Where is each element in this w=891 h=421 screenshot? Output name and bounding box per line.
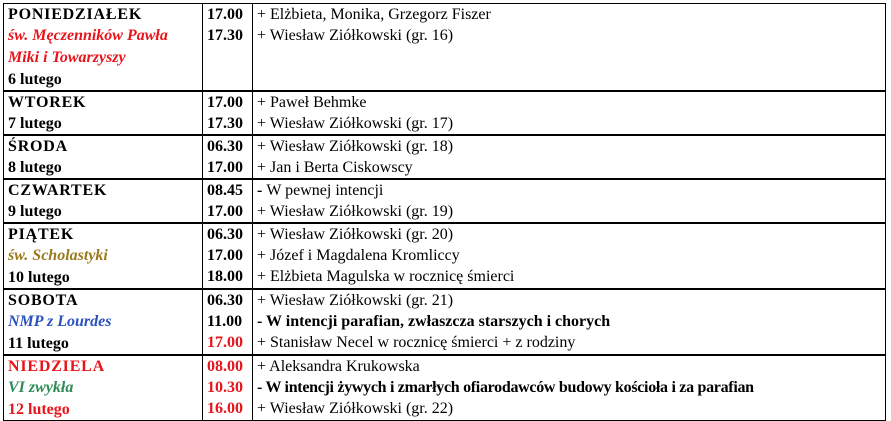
day-date: 9 lutego	[8, 203, 62, 220]
saint-name: NMP z Lourdes	[8, 313, 112, 330]
day-row-saturday	[4, 289, 886, 355]
mass-time: 18.00	[207, 268, 243, 285]
mass-intention: + Aleksandra Krukowska	[257, 358, 420, 375]
day-cell	[4, 179, 203, 223]
mass-time: 17.00	[207, 334, 243, 351]
intention-cell	[253, 91, 886, 135]
mass-time: 10.30	[207, 379, 243, 396]
day-name: PONIEDZIAŁEK	[8, 6, 143, 23]
mass-intention: - W intencji żywych i zmarłych ofiarodawców budowy kościoła i za parafian	[257, 379, 754, 396]
day-name: NIEDZIELA	[8, 358, 106, 375]
day-cell	[4, 4, 203, 92]
day-name: PIĄTEK	[8, 226, 75, 243]
mass-intention: + Elżbieta Magulska w rocznicę śmierci	[257, 268, 515, 285]
day-row-sunday	[4, 355, 886, 421]
day-row-monday	[4, 4, 886, 92]
intention-cell	[253, 135, 886, 179]
intention-cell	[253, 4, 886, 92]
time-cell	[203, 223, 253, 289]
mass-time: 06.30	[207, 138, 243, 155]
intention-cell	[253, 355, 886, 421]
mass-intention	[257, 180, 881, 201]
day-row-wednesday	[4, 135, 886, 179]
day-date: 10 lutego	[8, 269, 70, 286]
mass-intention: - W intencji parafian, zwłaszcza starszych i chorych	[257, 313, 611, 330]
day-date: 12 lutego	[8, 401, 70, 418]
mass-intention: + Wiesław Ziółkowski (gr. 16)	[257, 27, 454, 44]
mass-time: 17.00	[207, 6, 243, 23]
mass-time: 17.00	[207, 247, 243, 264]
mass-intention: + Wiesław Ziółkowski (gr. 19)	[257, 203, 454, 220]
intention-dash: -	[257, 182, 267, 199]
day-row-tuesday	[4, 91, 886, 135]
day-name: SOBOTA	[8, 292, 79, 309]
intention-cell	[253, 289, 886, 355]
mass-time: 11.00	[207, 313, 243, 330]
time-cell	[203, 289, 253, 355]
day-date: 7 lutego	[8, 115, 62, 132]
mass-intention: + Wiesław Ziółkowski (gr. 22)	[257, 400, 454, 417]
intention-cell	[253, 223, 886, 289]
day-cell	[4, 91, 203, 135]
saint-name: VI zwykła	[8, 379, 74, 396]
mass-intention: + Wiesław Ziółkowski (gr. 20)	[257, 226, 454, 243]
day-name: CZWARTEK	[8, 182, 108, 199]
mass-intention: + Józef i Magdalena Kromliccy	[257, 247, 460, 264]
day-cell	[4, 223, 203, 289]
mass-time: 17.00	[207, 159, 243, 176]
mass-time: 17.30	[207, 27, 243, 44]
mass-time: 08.45	[207, 182, 243, 199]
mass-time: 17.30	[207, 115, 243, 132]
mass-time: 16.00	[207, 400, 243, 417]
mass-time: 06.30	[207, 226, 243, 243]
day-date: 11 lutego	[8, 335, 69, 352]
day-cell	[4, 355, 203, 421]
saint-name: św. Scholastyki	[8, 247, 108, 264]
mass-intention: + Jan i Berta Ciskowscy	[257, 159, 413, 176]
day-date: 6 lutego	[8, 71, 62, 88]
day-row-thursday	[4, 179, 886, 223]
mass-intention: + Wiesław Ziółkowski (gr. 17)	[257, 115, 454, 132]
mass-intention: + Paweł Behmke	[257, 94, 367, 111]
intention-text: W pewnej intencji	[266, 182, 384, 199]
time-cell	[203, 91, 253, 135]
day-name: WTOREK	[8, 94, 87, 111]
mass-intention: + Elżbieta, Monika, Grzegorz Fiszer	[257, 6, 491, 23]
mass-intention: + Wiesław Ziółkowski (gr. 18)	[257, 138, 454, 155]
mass-time: 17.00	[207, 94, 243, 111]
day-cell	[4, 135, 203, 179]
mass-time: 06.30	[207, 292, 243, 309]
day-cell	[4, 289, 203, 355]
day-date: 8 lutego	[8, 159, 62, 176]
time-cell	[203, 4, 253, 92]
saint-name: św. Męczenników Pawła Miki i Towarzyszy	[8, 27, 168, 66]
day-name: ŚRODA	[8, 138, 69, 155]
mass-intention: + Wiesław Ziółkowski (gr. 21)	[257, 292, 454, 309]
mass-schedule-table	[3, 3, 886, 421]
time-cell	[203, 179, 253, 223]
day-row-friday	[4, 223, 886, 289]
intention-cell	[253, 179, 886, 223]
mass-time: 08.00	[207, 358, 243, 375]
time-cell	[203, 355, 253, 421]
mass-time: 17.00	[207, 203, 243, 220]
time-cell	[203, 135, 253, 179]
mass-intention: + Stanisław Necel w rocznicę śmierci + z rodziny	[257, 334, 576, 351]
